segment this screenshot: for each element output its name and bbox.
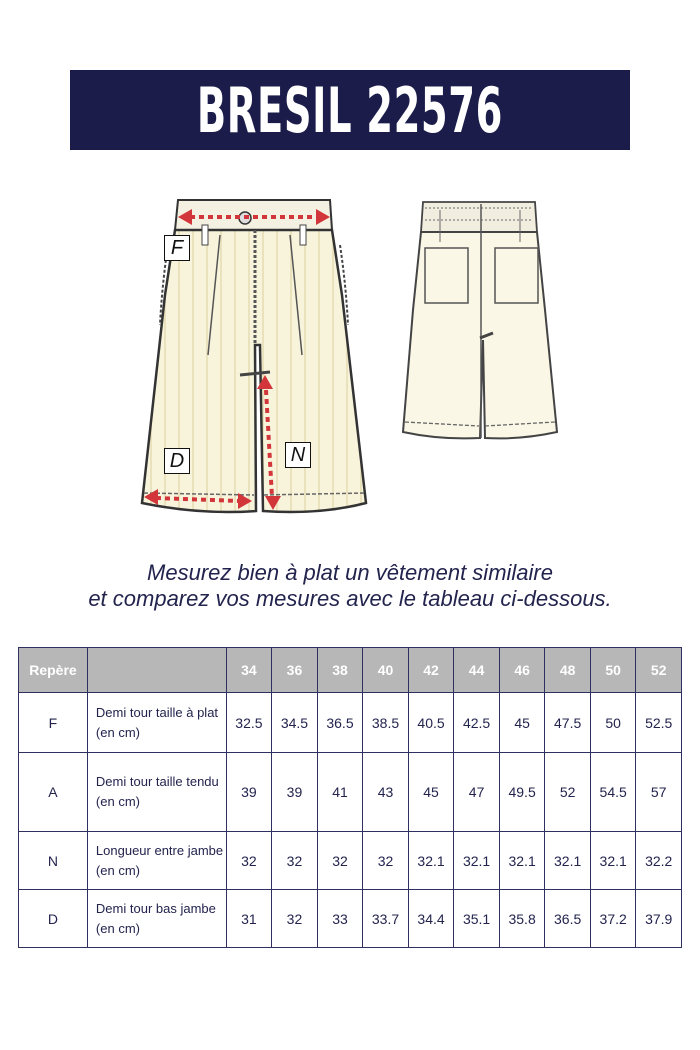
cell-value: 32.1 xyxy=(590,832,636,890)
size-chart-table xyxy=(18,647,682,948)
instructions-line-2: et comparez vos mesures avec le tableau ci-dessous. xyxy=(88,586,612,611)
header-size: 52 xyxy=(636,648,682,693)
header-description xyxy=(87,648,226,693)
cell-value: 57 xyxy=(636,753,682,832)
cell-value: 41 xyxy=(317,753,363,832)
row-repere: N xyxy=(19,832,88,890)
cell-value: 32 xyxy=(272,832,318,890)
table-row xyxy=(19,693,682,753)
cell-value: 34.4 xyxy=(408,890,454,948)
instructions-line-1: Mesurez bien à plat un vêtement similaire xyxy=(147,560,553,585)
cell-value: 32.1 xyxy=(454,832,500,890)
header-size: 34 xyxy=(226,648,272,693)
measurement-instructions xyxy=(0,560,700,612)
cell-value: 40.5 xyxy=(408,693,454,753)
row-description: Demi tour bas jambe (en cm) xyxy=(87,890,226,948)
header-size: 38 xyxy=(317,648,363,693)
cell-value: 36.5 xyxy=(545,890,591,948)
label-d: D xyxy=(164,448,190,474)
cell-value: 47.5 xyxy=(545,693,591,753)
cell-value: 39 xyxy=(272,753,318,832)
cell-value: 45 xyxy=(408,753,454,832)
cell-value: 38.5 xyxy=(363,693,409,753)
cell-value: 37.9 xyxy=(636,890,682,948)
row-description: Demi tour taille à plat (en cm) xyxy=(87,693,226,753)
cell-value: 32.2 xyxy=(636,832,682,890)
cell-value: 47 xyxy=(454,753,500,832)
cell-value: 32 xyxy=(317,832,363,890)
title-banner xyxy=(70,70,630,150)
cell-value: 43 xyxy=(363,753,409,832)
product-title: BRESIL 22576 xyxy=(196,73,504,147)
header-size: 50 xyxy=(590,648,636,693)
cell-value: 49.5 xyxy=(499,753,545,832)
cell-value: 37.2 xyxy=(590,890,636,948)
cell-value: 52 xyxy=(545,753,591,832)
cell-value: 33 xyxy=(317,890,363,948)
cell-value: 42.5 xyxy=(454,693,500,753)
header-size: 36 xyxy=(272,648,318,693)
row-repere: D xyxy=(19,890,88,948)
cell-value: 32.1 xyxy=(545,832,591,890)
header-size: 44 xyxy=(454,648,500,693)
cell-value: 45 xyxy=(499,693,545,753)
cell-value: 32.5 xyxy=(226,693,272,753)
cell-value: 33.7 xyxy=(363,890,409,948)
cell-value: 34.5 xyxy=(272,693,318,753)
front-sketch xyxy=(130,185,380,525)
cell-value: 32 xyxy=(363,832,409,890)
header-size: 46 xyxy=(499,648,545,693)
header-size: 40 xyxy=(363,648,409,693)
cell-value: 31 xyxy=(226,890,272,948)
row-description: Longueur entre jambe (en cm) xyxy=(87,832,226,890)
cell-value: 39 xyxy=(226,753,272,832)
cell-value: 52.5 xyxy=(636,693,682,753)
cell-value: 50 xyxy=(590,693,636,753)
row-repere: A xyxy=(19,753,88,832)
cell-value: 35.1 xyxy=(454,890,500,948)
cell-value: 36.5 xyxy=(317,693,363,753)
row-repere: F xyxy=(19,693,88,753)
cell-value: 32 xyxy=(272,890,318,948)
cell-value: 32 xyxy=(226,832,272,890)
cell-value: 32.1 xyxy=(499,832,545,890)
row-description: Demi tour taille tendu (en cm) xyxy=(87,753,226,832)
header-size: 42 xyxy=(408,648,454,693)
header-size: 48 xyxy=(545,648,591,693)
table-row xyxy=(19,832,682,890)
label-n: N xyxy=(285,442,311,468)
header-repere: Repère xyxy=(19,648,88,693)
table-row xyxy=(19,753,682,832)
label-f: F xyxy=(164,235,190,261)
shorts-back-icon xyxy=(395,190,570,445)
table-row xyxy=(19,890,682,948)
cell-value: 35.8 xyxy=(499,890,545,948)
cell-value: 32.1 xyxy=(408,832,454,890)
table-header-row xyxy=(19,648,682,693)
cell-value: 54.5 xyxy=(590,753,636,832)
back-sketch xyxy=(395,190,570,445)
